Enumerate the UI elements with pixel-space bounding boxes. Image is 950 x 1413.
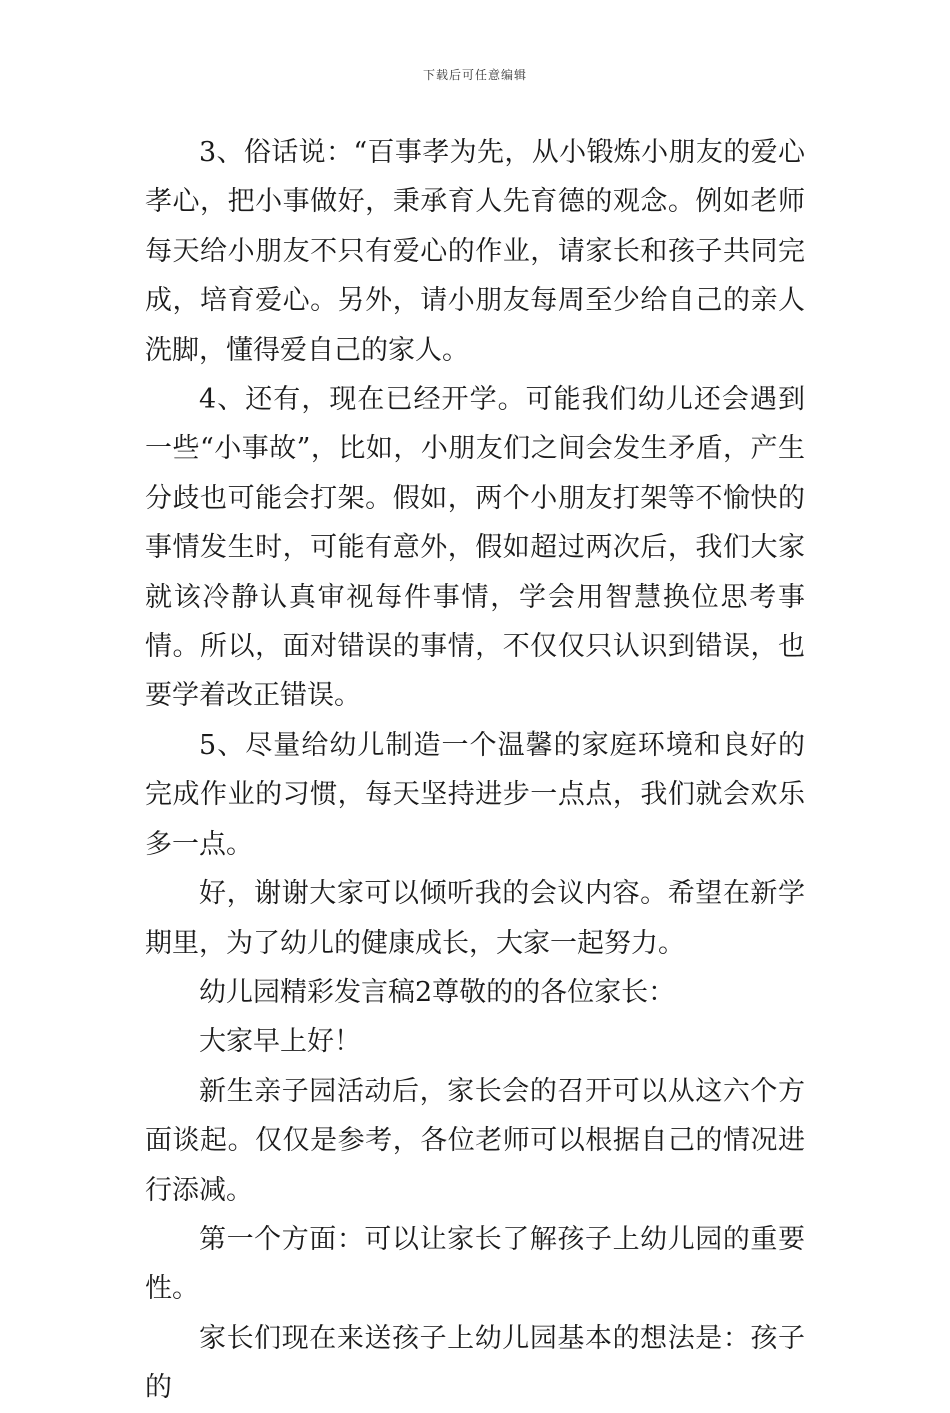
paragraph-item-3: 3、俗话说：“百事孝为先，从小锻炼小朋友的爱心孝心，把小事做好，秉承育人先育德的观念。例如老师每天给小朋友不只有爱心的作业，请家长和孩子共同完成，培育爱心。另外，请小朋友每周至少给自己的亲人洗脚，懂得爱自己的家人。 xyxy=(145,137,805,366)
page-header: 下载后可任意编辑 xyxy=(422,68,527,82)
paragraph-parents: 家长们现在来送孩子上幼儿园基本的想法是：孩子的 xyxy=(145,1322,805,1404)
paragraph-item-4: 4、还有，现在已经开学。可能我们幼儿还会遇到一些“小事故”，比如，小朋友们之间会发生矛盾，产生分歧也可能会打架。假如，两个小朋友打架等不愉快的事情发生时，可能有意外，假如超过两次后，我们大家就该冷静认真审视每件事情，学会用智慧换位思考事情。所以，面对错误的事情，不仅仅只认识到错误，也要学着改正错误。 xyxy=(145,384,805,712)
greeting: 大家早上好！ xyxy=(199,1026,361,1058)
paragraph-intro: 新生亲子园活动后，家长会的召开可以从这六个方面谈起。仅仅是参考，各位老师可以根据自己的情况进行添减。 xyxy=(145,1075,805,1206)
paragraph-aspect-1: 第一个方面：可以让家长了解孩子上幼儿园的重要性。 xyxy=(145,1223,805,1305)
speech-2-title: 幼儿园精彩发言稿2尊敬的的各位家长： xyxy=(199,976,676,1008)
document-body xyxy=(145,128,805,1413)
paragraph-thanks: 好，谢谢大家可以倾听我的会议内容。希望在新学期里，为了幼儿的健康成长，大家一起努力。 xyxy=(145,878,805,959)
paragraph-item-5: 5、尽量给幼儿制造一个温馨的家庭环境和良好的完成作业的习惯，每天坚持进步一点点，我们就会欢乐多一点。 xyxy=(145,729,805,860)
